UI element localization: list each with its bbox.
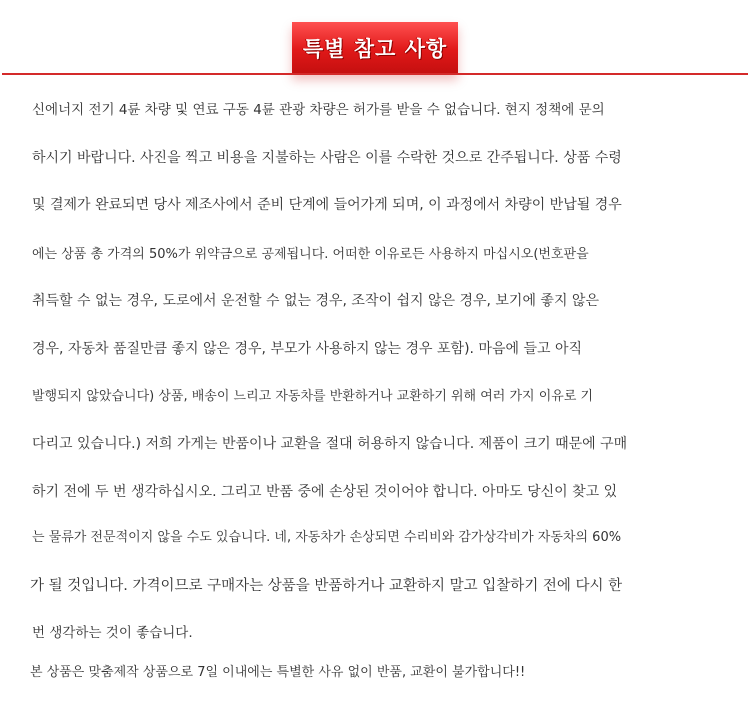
notice-line: 가 될 것입니다. 가격이므로 구매자는 상품을 반품하거나 교환하지 말고 입찰하기 전에 다시 한 [30, 578, 623, 594]
notice-line: 취득할 수 없는 경우, 도로에서 운전할 수 없는 경우, 조작이 쉽지 않은 경우, 보기에 좋지 않은 [32, 293, 599, 309]
notice-line: 는 물류가 전문적이지 않을 수도 있습니다. 네, 자동차가 손상되면 수리비와 감가상각비가 자동차의 60% [32, 530, 622, 545]
notice-line: 발행되지 않았습니다) 상품, 배송이 느리고 자동차를 반환하거나 교환하기 위해 여러 가지 이유로 기 [32, 389, 594, 404]
notice-line: 신에너지 전기 4륜 차량 및 연료 구동 4륜 관광 차량은 허가를 받을 수 없습니다. 현지 정책에 문의 [32, 102, 605, 118]
notice-line: 번 생각하는 것이 좋습니다. [32, 625, 193, 641]
notice-line: 경우, 자동차 품질만큼 좋지 않은 경우, 부모가 사용하지 않는 경우 포함). 마음에 들고 아직 [32, 341, 583, 357]
banner-title: 특별 참고 사항 [302, 37, 448, 61]
notice-line: 다리고 있습니다.) 저희 가게는 반품이나 교환을 절대 허용하지 않습니다. 제품이 크기 때문에 구매 [32, 436, 628, 452]
notice-line: 에는 상품 총 가격의 50%가 위약금으로 공제됩니다. 어떠한 이유로든 사용하지 마십시오(번호판을 [32, 247, 589, 262]
notice-line: 및 결제가 완료되면 당사 제조사에서 준비 단계에 들어가게 되며, 이 과정에서 차량이 반납될 경우 [32, 197, 622, 213]
notice-line: 하시기 바랍니다. 사진을 찍고 비용을 지불하는 사람은 이를 수락한 것으로 간주됩니다. 상품 수령 [32, 150, 622, 166]
no-return-notice: 본 상품은 맞춤제작 상품으로 7일 이내에는 특별한 사유 없이 반품, 교환이 불가합니다!! [30, 665, 526, 680]
notice-line: 하기 전에 두 번 생각하십시오. 그리고 반품 중에 손상된 것이어야 합니다. 아마도 당신이 찾고 있 [32, 484, 618, 500]
